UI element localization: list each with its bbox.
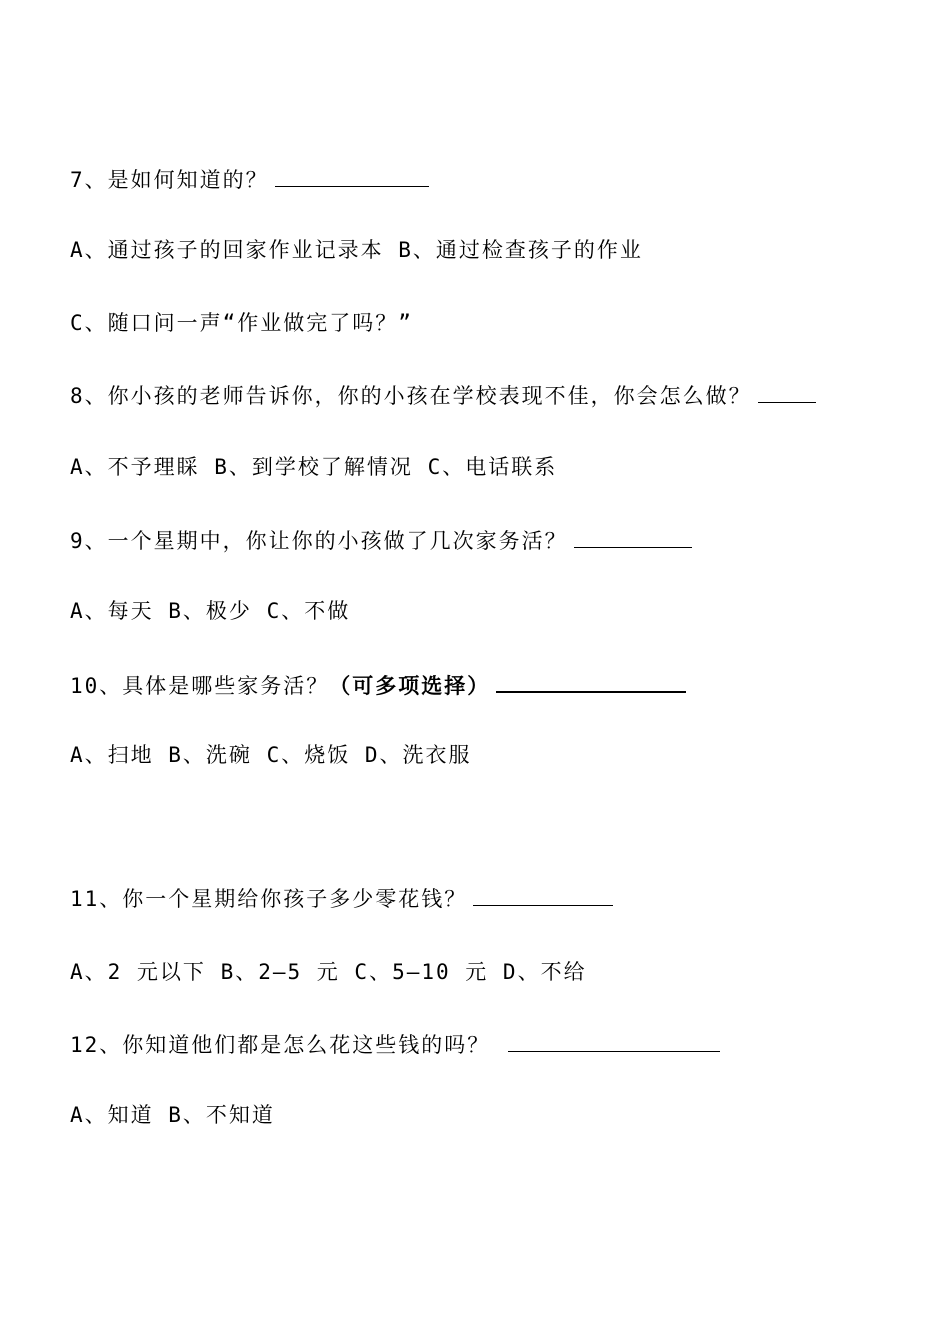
question-12-options: A、知道 B、不知道	[70, 1103, 275, 1127]
question-8	[70, 382, 816, 410]
question-11-options: A、2 元以下 B、2—5 元 C、5—10 元 D、不给	[70, 960, 587, 984]
question-12-text: 12、你知道他们都是怎么花这些钱的吗？	[70, 1033, 491, 1057]
question-11	[70, 885, 613, 913]
answer-blank-11[interactable]	[473, 885, 613, 906]
question-10-text: 10、具体是哪些家务活？	[70, 674, 330, 698]
answer-blank-10[interactable]	[496, 671, 686, 693]
question-9-text: 9、一个星期中，你让你的小孩做了几次家务活？	[70, 529, 568, 553]
answer-blank-9[interactable]	[574, 527, 692, 548]
question-10	[70, 671, 686, 700]
question-12	[70, 1031, 720, 1059]
question-10-note: （可多项选择）	[329, 674, 491, 698]
question-10-options: A、扫地 B、洗碗 C、烧饭 D、洗衣服	[70, 743, 472, 767]
answer-blank-12[interactable]	[508, 1031, 720, 1052]
question-11-text: 11、你一个星期给你孩子多少零花钱？	[70, 887, 468, 911]
question-8-text: 8、你小孩的老师告诉你，你的小孩在学校表现不佳，你会怎么做？	[70, 384, 752, 408]
answer-blank-8[interactable]	[758, 382, 816, 403]
question-7-text: 7、是如何知道的？	[70, 168, 269, 192]
question-8-options: A、不予理睬 B、到学校了解情况 C、电话联系	[70, 455, 558, 479]
question-7	[70, 166, 429, 194]
question-9-options: A、每天 B、极少 C、不做	[70, 599, 351, 623]
answer-blank-7[interactable]	[275, 166, 429, 187]
question-9	[70, 527, 692, 555]
question-7-options-line-2: C、随口问一声“作业做完了吗？”	[70, 311, 413, 335]
question-7-options-line-1: A、通过孩子的回家作业记录本 B、通过检查孩子的作业	[70, 238, 643, 262]
